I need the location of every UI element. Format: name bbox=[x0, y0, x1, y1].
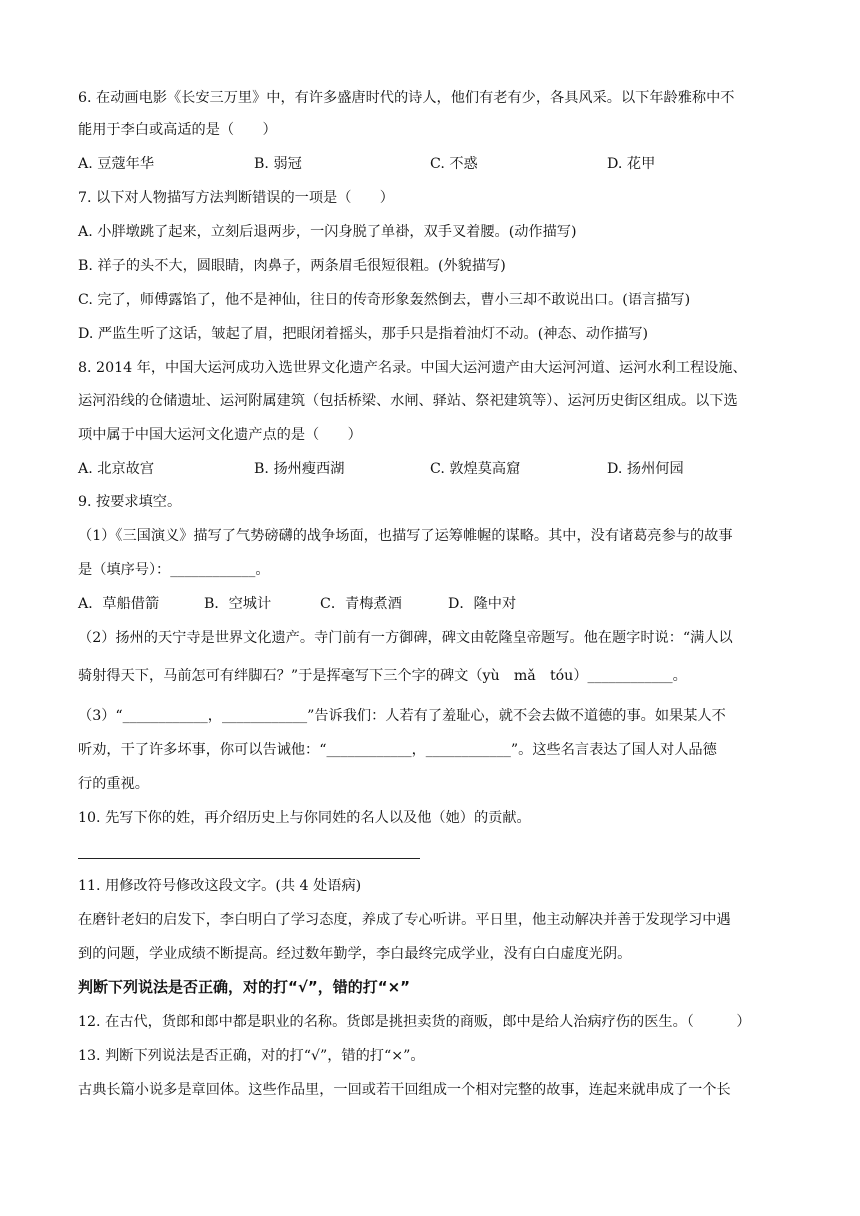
q6-option-a: A. 豆蔻年华 bbox=[78, 156, 155, 172]
q6-stem-line-1: 6. 在动画电影《长安三万里》中，有许多盛唐时代的诗人，他们有老有少，各具风采。以下年龄雅称中不 bbox=[78, 90, 735, 106]
q9-part2-line-2: 骑射得天下，马前怎可有绊脚石？”于是挥毫写下三个字的碑文（yù mǎ tóu）____________。 bbox=[78, 668, 687, 684]
q12-text: 12. 在古代，货郎和郎中都是职业的名称。货郎是挑担卖货的商贩，郎中是给人治病疗伤的医生。（ ） bbox=[78, 1014, 751, 1030]
section-heading: 判断下列说法是否正确，对的打“√”，错的打“×” bbox=[78, 978, 411, 996]
q9-part1-line-2: 是（填序号）：____________。 bbox=[78, 562, 270, 578]
q7-option-c: C. 完了，师傅露馅了，他不是神仙，往日的传奇形象轰然倒去，曹小三却不敢说出口。(语言描写) bbox=[78, 292, 691, 308]
q6-stem-line-2: 能用于李白或高适的是（ ） bbox=[78, 122, 277, 138]
q11-stem: 11. 用修改符号修改这段文字。(共 4 处语病) bbox=[78, 878, 362, 894]
q13-stem: 13. 判断下列说法是否正确，对的打“√”，错的打“×”。 bbox=[78, 1048, 425, 1064]
q9-part1-option-b: B．空城计 bbox=[204, 596, 272, 612]
q10-answer-line[interactable] bbox=[78, 858, 420, 859]
q9-part3-line-3: 行的重视。 bbox=[78, 776, 149, 792]
q7-option-a: A. 小胖墩跳了起来，立刻后退两步，一闪身脱了单褂，双手叉着腰。(动作描写) bbox=[78, 224, 577, 240]
q9-part1-line-1: （1）《三国演义》描写了气势磅礴的战争场面，也描写了运筹帷幄的谋略。其中，没有诸葛亮参与的故事 bbox=[78, 528, 733, 544]
q8-option-c: C. 敦煌莫高窟 bbox=[430, 461, 521, 477]
q9-part2-line-1: （2）扬州的天宁寺是世界文化遗产。寺门前有一方御碑，碑文由乾隆皇帝题写。他在题字时说：“满人以 bbox=[78, 630, 733, 646]
q6-option-b: B. 弱冠 bbox=[254, 156, 302, 172]
q10-stem: 10. 先写下你的姓，再介绍历史上与你同姓的名人以及他（她）的贡献。 bbox=[78, 810, 531, 826]
q9-part3-line-2: 听劝，干了许多坏事，你可以告诫他：“____________，____________”。这些名言表达了国人对人品德 bbox=[78, 742, 717, 758]
q8-option-a: A. 北京故宫 bbox=[78, 461, 155, 477]
q9-part1-option-a: A．草船借箭 bbox=[78, 596, 160, 612]
q9-stem: 9. 按要求填空。 bbox=[78, 494, 182, 510]
q9-part3-line-1: （3）“____________，____________”告诉我们：人若有了羞耻心，就不会去做不道德的事。如果某人不 bbox=[78, 708, 726, 724]
q7-option-b: B. 祥子的头不大，圆眼睛，肉鼻子，两条眉毛很短很粗。(外貌描写) bbox=[78, 258, 506, 274]
q11-passage-line-2: 到的问题，学业成绩不断提高。经过数年勤学，李白最终完成学业，没有白白虚度光阴。 bbox=[78, 946, 632, 962]
q9-part1-option-d: D．隆中对 bbox=[448, 596, 517, 612]
q7-stem: 7. 以下对人物描写方法判断错误的一项是（ ） bbox=[78, 190, 394, 206]
q8-stem-line-1: 8. 2014 年，中国大运河成功入选世界文化遗产名录。中国大运河遗产由大运河河道、运河水利工程设施、 bbox=[78, 360, 747, 376]
q13-passage-line-1: 古典长篇小说多是章回体。这些作品里，一回或若干回组成一个相对完整的故事，连起来就串成了一个长 bbox=[78, 1082, 731, 1098]
q8-option-d: D. 扬州何园 bbox=[607, 461, 684, 477]
q6-option-c: C. 不惑 bbox=[430, 156, 478, 172]
q6-option-d: D. 花甲 bbox=[607, 156, 656, 172]
q7-option-d: D. 严监生听了这话，皱起了眉，把眼闭着摇头，那手只是指着油灯不动。(神态、动作描写) bbox=[78, 326, 649, 342]
q8-stem-line-3: 项中属于中国大运河文化遗产点的是（ ） bbox=[78, 427, 362, 443]
q8-stem-line-2: 运河沿线的仓储遗址、运河附属建筑（包括桥梁、水闸、驿站、祭祀建筑等）、运河历史街区组成。以下选 bbox=[78, 393, 738, 409]
q8-option-b: B. 扬州瘦西湖 bbox=[254, 461, 345, 477]
q11-passage-line-1: 在磨针老妇的启发下，李白明白了学习态度，养成了专心听讲。平日里，他主动解决并善于发现学习中遇 bbox=[78, 912, 731, 928]
q9-part1-option-c: C．青梅煮酒 bbox=[320, 596, 402, 612]
